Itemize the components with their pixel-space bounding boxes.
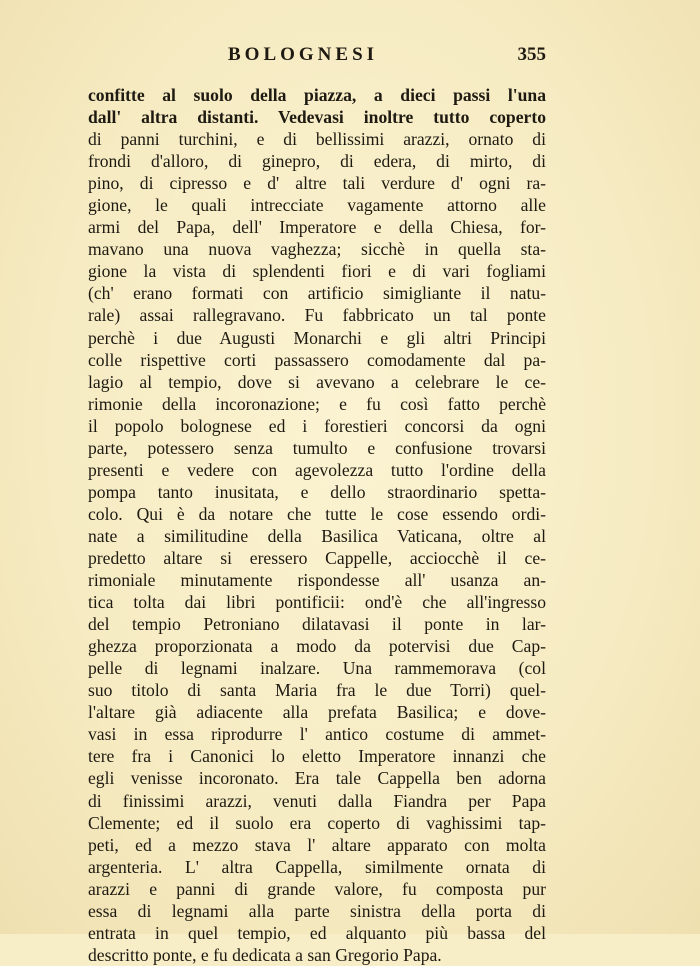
text-line: rimoniale minutamente rispondesse all' usanza an- bbox=[88, 570, 546, 591]
text-line: suo titolo di santa Maria fra le due Torri) quel- bbox=[88, 680, 546, 701]
text-line: pelle di legnami inalzare. Una rammemorava (col bbox=[88, 658, 546, 679]
text-line: gione la vista di splendenti fiori e di vari fogliami bbox=[88, 261, 546, 282]
text-line: gione, le quali intrecciate vagamente attorno alle bbox=[88, 195, 546, 216]
text-line: frondi d'alloro, di ginepro, di edera, di mirto, di bbox=[88, 151, 546, 172]
text-line: rale) assai rallegravano. Fu fabbricato un tal ponte bbox=[88, 305, 546, 326]
text-line: l'altare già adiacente alla prefata Basilica; e dove- bbox=[88, 702, 546, 723]
text-line: presenti e vedere con agevolezza tutto l'ordine della bbox=[88, 459, 546, 480]
text-line: mavano una nuova vaghezza; sicchè in quella sta- bbox=[88, 239, 546, 260]
text-line: perchè i due Augusti Monarchi e gli altri Principi bbox=[88, 327, 546, 348]
text-line: (ch' erano formati con artificio simigliante il natu- bbox=[88, 283, 546, 304]
text-line: lagio al tempio, dove si avevano a celebrare le ce- bbox=[88, 371, 546, 392]
text-line: del tempio Petroniano dilatavasi il ponte in lar- bbox=[88, 614, 546, 635]
text-line: pompa tanto inusitata, e dello straordinario spetta- bbox=[88, 481, 546, 502]
text-line: parte, potessero senza tumulto e confusione trovarsi bbox=[88, 437, 546, 458]
text-line: vasi in essa riprodurre l' antico costume di ammet- bbox=[88, 724, 546, 745]
text-line: egli venisse incoronato. Era tale Cappella ben adorna bbox=[88, 768, 546, 789]
text-line: descritto ponte, e fu dedicata a san Gregorio Papa. bbox=[88, 944, 442, 965]
text-line: argenteria. L' altra Cappella, similmente ornata di bbox=[88, 856, 546, 877]
page-number: 355 bbox=[517, 44, 546, 65]
text-line: dall' altra distanti. Vedevasi inoltre tutto coperto bbox=[88, 107, 546, 128]
page-header bbox=[88, 44, 546, 70]
text-line: ghezza proporzionata a modo da potervisi due Cap- bbox=[88, 636, 546, 657]
text-line: il popolo bolognese ed i forestieri concorsi da ogni bbox=[88, 415, 546, 436]
body-text bbox=[88, 84, 546, 966]
text-line: rimonie della incoronazione; e fu così fatto perchè bbox=[88, 393, 546, 414]
text-line: arazzi e panni di grande valore, fu composta pur bbox=[88, 878, 546, 899]
text-line: essa di legnami alla parte sinistra della porta di bbox=[88, 900, 546, 921]
text-line: colle rispettive corti passassero comodamente dal pa- bbox=[88, 349, 546, 370]
text-line: peti, ed a mezzo stava l' altare apparato con molta bbox=[88, 834, 546, 855]
text-line: di finissimi arazzi, venuti dalla Fiandra per Papa bbox=[88, 790, 546, 811]
running-head: BOLOGNESI bbox=[228, 44, 379, 65]
text-line: predetto altare si eressero Cappelle, acciocchè il ce- bbox=[88, 547, 546, 568]
text-line: nate a similitudine della Basilica Vaticana, oltre al bbox=[88, 525, 546, 546]
text-line: pino, di cipresso e d' altre tali verdure d' ogni ra- bbox=[88, 173, 546, 194]
text-line: colo. Qui è da notare che tutte le cose essendo ordi- bbox=[88, 503, 546, 524]
text-line: di panni turchini, e di bellissimi arazzi, ornato di bbox=[88, 129, 546, 150]
text-line: entrata in quel tempio, ed alquanto più bassa del bbox=[88, 922, 546, 943]
text-line: confitte al suolo della piazza, a dieci passi l'una bbox=[88, 85, 546, 105]
text-line: Clemente; ed il suolo era coperto di vaghissimi tap- bbox=[88, 812, 546, 833]
text-line: armi del Papa, dell' Imperatore e della Chiesa, for- bbox=[88, 217, 546, 238]
text-line: tere fra i Canonici lo eletto Imperatore innanzi che bbox=[88, 746, 546, 767]
text-line: tica tolta dai libri pontificii: ond'è che all'ingresso bbox=[88, 592, 546, 613]
